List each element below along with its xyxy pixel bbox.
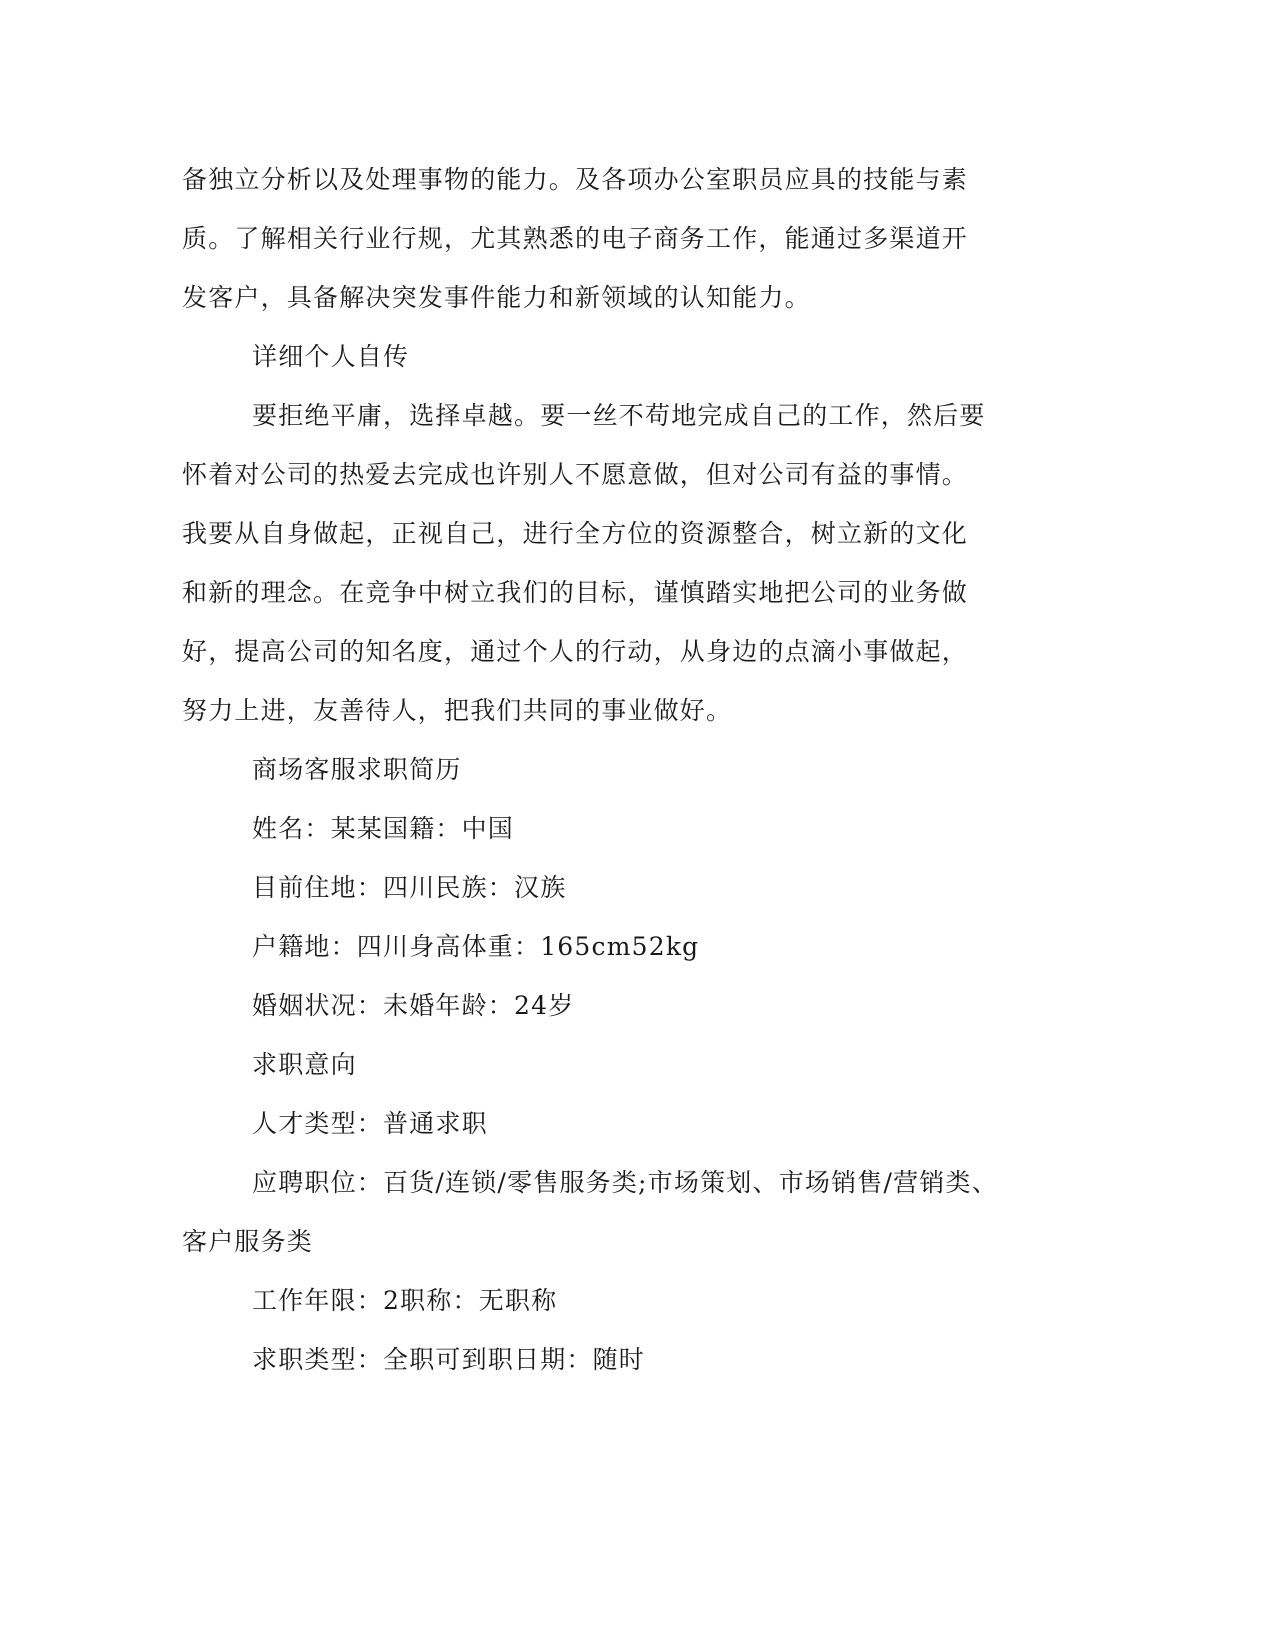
paragraph-line: 努力上进，友善待人，把我们共同的事业做好。: [182, 696, 733, 725]
resume-field-hometown-height-weight: 户籍地：四川身高体重：165cm52kg: [252, 932, 700, 961]
resume-field-job-type-start: 求职类型：全职可到职日期：随时: [252, 1345, 646, 1374]
paragraph-line: 质。了解相关行业行规，尤其熟悉的电子商务工作，能通过多渠道开: [182, 224, 969, 253]
section-heading-resume: 商场客服求职简历: [252, 755, 462, 784]
section-heading-autobiography: 详细个人自传: [252, 342, 410, 371]
resume-field-talent-type: 人才类型：普通求职: [252, 1109, 488, 1138]
paragraph-line: 怀着对公司的热爱去完成也许别人不愿意做，但对公司有益的事情。: [182, 460, 969, 489]
resume-field-years-title: 工作年限：2职称：无职称: [252, 1286, 558, 1315]
document-body: [182, 150, 1042, 1389]
resume-field-residence-ethnicity: 目前住地：四川民族：汉族: [252, 873, 567, 902]
paragraph-line: 发客户，具备解决突发事件能力和新领域的认知能力。: [182, 283, 811, 312]
paragraph-line: 备独立分析以及处理事物的能力。及各项办公室职员应具的技能与素: [182, 165, 969, 194]
resume-field-marital-age: 婚姻状况：未婚年龄：24岁: [252, 991, 575, 1020]
resume-field-position: 应聘职位：百货/连锁/零售服务类;市场策划、市场销售/营销类、: [252, 1168, 998, 1197]
resume-field-position-cont: 客户服务类: [182, 1227, 314, 1256]
resume-field-name-nationality: 姓名：某某国籍：中国: [252, 814, 515, 843]
paragraph-line: 和新的理念。在竞争中树立我们的目标，谨慎踏实地把公司的业务做: [182, 578, 969, 607]
paragraph-line: 要拒绝平庸，选择卓越。要一丝不苟地完成自己的工作，然后要: [252, 401, 986, 430]
paragraph-line: 好，提高公司的知名度，通过个人的行动，从身边的点滴小事做起，: [182, 637, 969, 666]
paragraph-line: 我要从自身做起，正视自己，进行全方位的资源整合，树立新的文化: [182, 519, 969, 548]
section-heading-job-intention: 求职意向: [252, 1050, 357, 1079]
